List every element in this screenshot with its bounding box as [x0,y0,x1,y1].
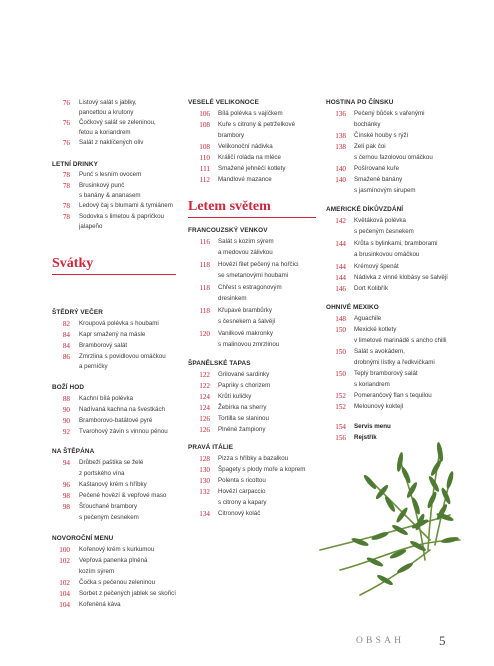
page-number-ref: 78 [62,182,70,190]
toc-entry[interactable] [40,545,175,555]
toc-entry-continuation [40,362,175,372]
entry-title: s malinovou zmrzlinou [218,341,280,348]
entry-title: Šťouchané brambory [79,503,138,510]
entry-title: Zelí pak čoi [354,143,386,150]
entry-title: Smažené banány [354,176,403,183]
section-heading-hostina-po-cinsku: HOSTINA PO ČÍNSKU [326,99,394,106]
toc-entry[interactable] [40,427,175,437]
toc-entry-continuation [40,108,175,118]
entry-title: s pečeným česnekem [79,514,139,521]
entry-title: Bramborový salát [79,342,128,349]
entry-title: Rejstřík [354,434,377,441]
page-number-ref: 132 [199,488,210,496]
entry-title: Krůtí kuličky [218,393,252,400]
entry-title: Listový salát s jablky, [79,99,137,106]
entry-title: Zmrzlina s povidlovou omáčkou [79,353,166,360]
entry-title: Mandlové mazance [218,176,272,183]
entry-title: Kořeněná káva [79,601,121,608]
toc-entry[interactable] [188,454,318,464]
toc-entry-continuation [40,191,175,201]
page-number-ref: 100 [59,546,70,554]
entry-title: s citrony a kapary [218,499,267,506]
toc-entry[interactable] [326,284,461,294]
page-number-ref: 116 [199,238,210,246]
entry-title: Teplý bramborový salát [354,370,418,377]
entry-title: Pomerančový flan s tequilou [354,392,432,399]
entry-title: Žebírka na sherry [218,404,267,411]
toc-entry[interactable] [188,175,318,185]
entry-title: s banány & ananasem [79,192,141,199]
toc-entry-continuation [326,380,461,390]
toc-entry-continuation [188,248,318,258]
page-number-ref: 102 [59,579,70,587]
page-number-ref: 138 [335,132,346,140]
page-number-ref: 78 [62,213,70,221]
toc-entry[interactable] [40,502,175,512]
entry-title: drobnými lístky a ředkvičkami [354,359,435,366]
page-number-ref: 76 [62,99,70,107]
page-number-ref: 144 [335,274,346,282]
entry-title: Grilované sardinky [218,371,270,378]
footer-section-label: OBSAH [356,636,405,646]
entry-title: Krémový špenát [354,263,399,270]
entry-title: v limetové marinádě s ancho chilli [354,337,447,344]
page-number-ref: 92 [62,428,70,436]
toc-entry[interactable] [188,425,318,435]
entry-title: Salát z naklíčených oliv [79,139,144,146]
page-number: 5 [439,633,446,648]
page-number-ref: 136 [335,110,346,118]
page-number-ref: 108 [199,121,210,129]
toc-entry[interactable] [40,170,175,180]
entry-title: Čočka s pečenou zeleninou [79,579,156,586]
herb-sprig-illustration [300,420,490,620]
toc-entry[interactable] [326,109,461,119]
toc-entry[interactable] [188,487,318,497]
toc-entry[interactable] [188,381,318,391]
entry-title: Králičí roláda na mléce [218,154,281,161]
entry-title: Aguachile [354,315,382,322]
toc-entry[interactable] [326,347,461,357]
toc-entry[interactable] [40,138,175,148]
toc-entry[interactable] [188,370,318,380]
toc-entry[interactable] [326,314,461,324]
entry-title: s koriandrem [354,381,390,388]
toc-entry[interactable] [40,458,175,468]
toc-entry[interactable] [40,181,175,191]
entry-title: dresinkem [218,295,247,302]
toc-entry[interactable] [40,491,175,501]
toc-entry[interactable] [40,319,175,329]
page-number-ref: 84 [62,342,70,350]
toc-entry-continuation [326,250,461,260]
section-heading-spanelske-tapas: ŠPANĚLSKÉ TAPAS [188,360,251,367]
page-number-ref: 94 [62,459,70,467]
toc-entry-continuation [40,222,175,232]
toc-entry[interactable] [40,394,175,404]
entry-title: Mexické kotlety [354,326,397,333]
page-number-ref: 112 [199,176,210,184]
page-number-ref: 76 [62,119,70,127]
page-number-ref: 104 [59,601,70,609]
page-number-ref: 102 [59,557,70,565]
toc-entry[interactable] [326,142,461,152]
page-number-ref: 156 [335,434,346,442]
toc-entry[interactable] [326,131,461,141]
toc-entry[interactable] [188,465,318,475]
entry-title: Sorbet z pečených jablek se skořicí [79,590,176,597]
section-heading-letni-drinky: LETNÍ DRINKY [52,161,98,168]
page-number-ref: 138 [335,143,346,151]
chapter-divider [52,274,176,275]
toc-entry[interactable] [326,273,461,283]
toc-entry-continuation [188,340,318,350]
toc-entry[interactable] [40,416,175,426]
entry-title: s černou fazolovou omáčkou [354,154,433,161]
toc-entry-continuation [40,128,175,138]
toc-entry[interactable] [188,306,318,316]
toc-entry[interactable] [326,239,461,249]
toc-entry[interactable] [326,175,461,185]
page-number-ref: 146 [335,285,346,293]
toc-entry[interactable] [40,118,175,128]
toc-entry[interactable] [326,164,461,174]
page-number-ref: 78 [62,171,70,179]
page-number-ref: 124 [199,393,210,401]
toc-entry[interactable] [40,212,175,222]
entry-title: Hovězí carpaccio [218,488,266,495]
page-number-ref: 90 [62,417,70,425]
page-number-ref: 118 [199,284,210,292]
entry-title: fetou a koriandrem [79,129,131,136]
entry-title: bochánky [354,121,381,128]
entry-title: pancettou a krutony [79,109,134,116]
entry-title: Květáková polévka [354,217,406,224]
page-number-ref: 144 [335,240,346,248]
entry-title: Krůta s bylinkami, bramborami [354,240,438,247]
page-number-ref: 88 [62,395,70,403]
entry-title: Nádivka z vinné klobásy se šalvějí [354,274,448,281]
toc-entry[interactable] [326,262,461,272]
entry-title: kozím sýrem [79,568,115,575]
entry-title: Servis menu [354,423,391,430]
toc-entry[interactable] [40,330,175,340]
toc-entry-continuation [326,336,461,346]
page-number-ref: 108 [199,143,210,151]
section-heading-na-stepana: NA ŠTĚPÁNA [52,448,95,455]
entry-title: s česnekem a šalvějí [218,318,276,325]
chapter-title-letem-svetem: Letem světem [188,199,271,214]
page-number-ref: 126 [199,426,210,434]
toc-entry[interactable] [188,414,318,424]
page-number-ref: 134 [199,510,210,518]
toc-entry[interactable] [40,405,175,415]
page-number-ref: 98 [62,492,70,500]
page-number-ref: 140 [335,176,346,184]
page-number-ref: 78 [62,202,70,210]
entry-title: Punč s lesním ovocem [79,171,142,178]
page-number-ref: 106 [199,110,210,118]
page-number-ref: 130 [199,466,210,474]
entry-title: Melounový koktejl [354,403,404,410]
toc-entry[interactable] [188,153,318,163]
section-heading-ohnive-mexiko: OHNIVÉ MEXIKO [326,304,379,311]
section-heading-stedry-vecer: ŠTĚDRÝ VEČER [52,309,103,316]
entry-title: Smažené jehněčí kotlety [218,165,286,172]
entry-title: Ledový čaj s blumami & tymiánem [79,202,173,209]
entry-title: Kroupová polévka s houbami [79,320,159,327]
entry-title: Kaštanový krém s hříbky [79,481,147,488]
toc-entry[interactable] [188,164,318,174]
toc-entry-continuation [188,271,318,281]
entry-title: Sodovka s limetou & papričkou [79,213,164,220]
entry-title: Chřest s estragonovým [218,284,282,291]
page-number-ref: 122 [199,382,210,390]
page-number-ref: 150 [335,370,346,378]
page-number-ref: 130 [199,477,210,485]
page-number-ref: 150 [335,326,346,334]
page-number-ref: 126 [199,415,210,423]
page-number-ref: 152 [335,392,346,400]
entry-title: a medovou zálivkou [218,249,273,256]
entry-title: brambory [218,132,245,139]
entry-title: Velikonoční nádivka [218,143,273,150]
entry-title: Polenta s ricottou [218,477,266,484]
entry-title: se smetanovými houbami [218,272,289,279]
section-heading-francouzsky-venkov: FRANCOUZSKÝ VENKOV [188,227,268,234]
entry-title: Citronový koláč [218,510,261,517]
toc-entry[interactable] [40,352,175,362]
entry-title: Tvarohový závin s vinnou pěnou [79,428,168,435]
toc-entry[interactable] [326,369,461,379]
entry-title: Tortilla se slaninou [218,415,269,422]
entry-title: a brusinkovou omáčkou [354,251,420,258]
toc-entry[interactable] [326,402,461,412]
entry-title: Pečený bůček s vařenými [354,110,425,117]
toc-entry-continuation [326,153,461,163]
toc-entry-continuation [188,131,318,141]
toc-entry[interactable] [326,325,461,335]
entry-title: Salát s avokádem, [354,348,405,355]
toc-entry[interactable] [40,341,175,351]
entry-title: Brusinkový punč [79,182,125,189]
page-number-ref: 154 [335,423,346,431]
toc-entry[interactable] [188,476,318,486]
page-number-ref: 98 [62,503,70,511]
toc-entry[interactable] [326,216,461,226]
chapter-divider [188,217,316,218]
toc-entry-continuation [326,120,461,130]
toc-entry[interactable] [40,480,175,490]
entry-title: Pošírované kuře [354,165,400,172]
toc-entry[interactable] [40,589,175,599]
toc-entry[interactable] [40,98,175,108]
toc-entry[interactable] [40,556,175,566]
entry-title: Hovězí filet pečený na hořčici [218,261,299,268]
toc-entry[interactable] [188,260,318,270]
entry-title: Plněné žampiony [218,426,266,433]
toc-entry[interactable] [188,509,318,519]
entry-title: s jasmínovým sirupem [354,187,416,194]
toc-entry-continuation [326,186,461,196]
entry-title: Kořenový krém s kurkumou [79,546,155,553]
entry-title: Nadívaná kachna na švestkách [79,406,165,413]
entry-title: Bramborovo-batátové pyré [79,417,153,424]
page-number-ref: 150 [335,348,346,356]
section-heading-vesele-velikonoce: VESELÉ VELIKONOCE [188,99,259,106]
page-number-ref: 148 [335,315,346,323]
page-number-ref: 120 [199,330,210,338]
entry-title: Kachní bílá polévka [79,395,134,402]
toc-entry[interactable] [40,201,175,211]
toc-entry-continuation [326,227,461,237]
toc-entry[interactable] [40,600,175,610]
entry-title: a perníčky [79,363,108,370]
page-number-ref: 82 [62,320,70,328]
entry-title: Pečené hovězí & vepřové maso [79,492,167,499]
entry-title: Vepřová panenka plněná [79,557,148,564]
entry-title: Bílá polévka s vajíčkem [218,110,283,117]
entry-title: z portského vína [79,470,125,477]
page-number-ref: 142 [335,217,346,225]
toc-entry-continuation [188,498,318,508]
toc-entry-continuation [40,567,175,577]
toc-entry[interactable] [40,578,175,588]
entry-title: Pizza s hříbky a bazalkou [218,455,289,462]
page-number-ref: 110 [199,154,210,162]
page-number-ref: 124 [199,404,210,412]
entry-title: Čínské houby s rýží [354,132,409,139]
toc-entry[interactable] [188,237,318,247]
entry-title: Kuře s citrony & petrželkové [218,121,296,128]
page-number-ref: 86 [62,353,70,361]
chapter-title-svatky: Svátky [52,256,94,271]
toc-entry-continuation [40,469,175,479]
entry-title: Salát s kozím sýrem [218,238,274,245]
toc-entry[interactable] [188,283,318,293]
toc-entry[interactable] [188,142,318,152]
toc-entry-continuation [188,317,318,327]
entry-title: Papriky s chorizem [218,382,271,389]
page-number-ref: 104 [59,590,70,598]
section-heading-americke-dikuvzdani: AMERICKÉ DÍKŮVZDÁNÍ [326,206,404,213]
entry-title: Čočkový salát se zeleninou, [79,119,156,126]
toc-entry-continuation [188,294,318,304]
page-number-ref: 152 [335,403,346,411]
page-number-ref: 118 [199,307,210,315]
page-number-ref: 144 [335,263,346,271]
page-number-ref: 76 [62,139,70,147]
section-heading-novorocni-menu: NOVOROČNÍ MENU [52,535,114,542]
toc-entry[interactable] [188,403,318,413]
entry-title: Dort Kolibřík [354,285,389,292]
entry-title: Křupavé brambůrky [218,307,272,314]
page-number-ref: 90 [62,406,70,414]
toc-entry[interactable] [188,329,318,339]
section-heading-bozi-hod: BOŽÍ HOD [52,384,85,391]
toc-entry[interactable] [326,391,461,401]
section-heading-prava-italie: PRAVÁ ITÁLIE [188,444,234,451]
page-number-ref: 96 [62,481,70,489]
toc-entry-continuation [326,358,461,368]
page-number-ref: 118 [199,261,210,269]
page-number-ref: 128 [199,455,210,463]
page-number-ref: 111 [199,165,210,173]
toc-entry-continuation [40,513,175,523]
entry-title: Vanilkové makronky [218,330,273,337]
toc-entry[interactable] [188,109,318,119]
page-number-ref: 84 [62,331,70,339]
page-number-ref: 140 [335,165,346,173]
entry-title: Špagety s plody moře a koprem [218,466,306,473]
entry-title: Kapr smažený na másle [79,331,146,338]
entry-title: Drůbeží paštika se želé [79,459,144,466]
page-number-ref: 122 [199,371,210,379]
toc-entry[interactable] [188,120,318,130]
toc-entry[interactable] [188,392,318,402]
entry-title: s pečeným česnekem [354,228,414,235]
entry-title: jalapeño [79,223,103,230]
